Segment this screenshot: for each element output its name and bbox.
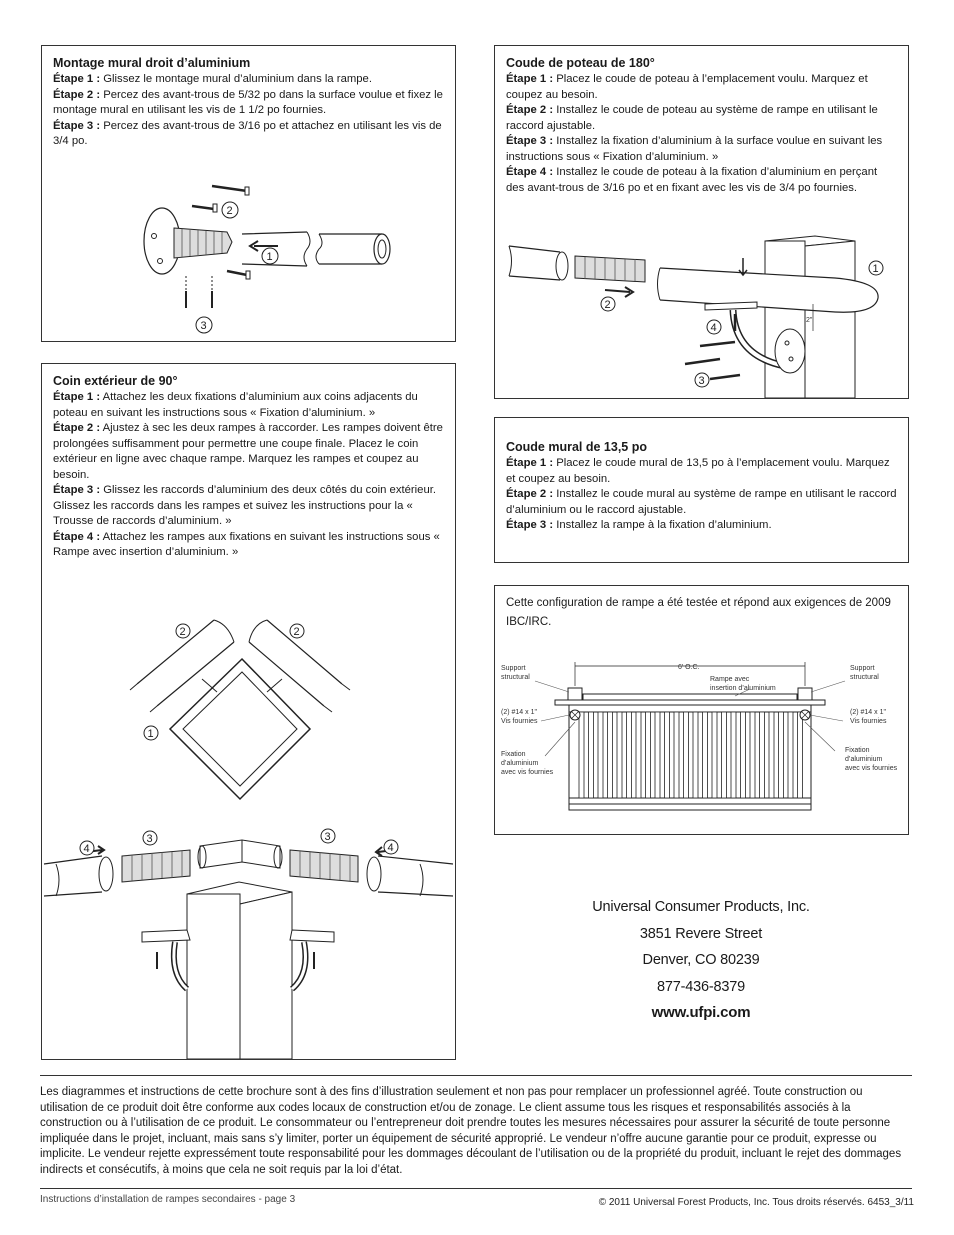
svg-text:Vis fournies: Vis fournies — [850, 718, 887, 725]
config-note: Cette configuration de rampe a été testée et répond aux exigences de 2009 IBC/IRC. — [506, 597, 891, 628]
outside-90-callout-3a: 3 — [146, 833, 153, 845]
post-180-diagram — [495, 46, 908, 398]
baluster — [703, 712, 708, 798]
baluster — [760, 712, 765, 798]
svg-text:d’aluminium: d’aluminium — [845, 756, 883, 763]
config-screws-right: (2) #14 x 1" — [850, 709, 886, 716]
company-phone: 877-436-8379 — [657, 978, 745, 995]
config-support-right: Support — [850, 665, 875, 672]
baluster — [579, 712, 584, 798]
footer-page-label: Instructions d’installation de rampes secondaires - page 3 — [40, 1194, 296, 1205]
wall-mount-callout-1: 1 — [266, 251, 273, 263]
config-spacing-label: 6’ O.C. — [678, 664, 700, 671]
outside-90-steps: Étape 1 : Attachez les deux fixations d’aluminium aux coins adjacents du poteau en suivant les instructions sous « Fixation d’aluminium. » Étape 2 : Ajustez à sec les deux rampes à raccorder. Les rampes doivent être prolongées suffisamment pour permettre une coupe finale. Placez le coin extérieur en ligne avec chaque rampe. Marquez les rampes et coupez au besoin. Étape 3 : Glissez les raccords d’aluminium des deux côtés du coin extérieur. Glissez les raccords dans les rampes et suivez les instructions pour la « Trousse de raccords d’aluminium. » Étape 4 : Attachez les rampes aux fixations en suivant les instructions sous « Rampe avec insertion d’aluminium. » — [53, 391, 443, 558]
company-city: Denver, CO 80239 — [642, 952, 760, 968]
outside-90-callout-2b: 2 — [293, 626, 300, 638]
post-180-dimension: 2" — [806, 317, 813, 324]
outside-90-callout-3b: 3 — [324, 831, 331, 843]
company-address — [494, 894, 908, 1027]
config-screws-left: (2) #14 x 1" — [501, 709, 537, 716]
post-180-callout-1: 1 — [872, 263, 879, 275]
outside-90-diagram — [42, 364, 455, 1059]
wall-mount-callout-2: 2 — [226, 205, 233, 217]
baluster — [750, 712, 755, 798]
wall-mount-title: Montage mural droit d’aluminium — [53, 56, 251, 70]
outside-90-callout-4a: 4 — [83, 843, 90, 855]
config-bracket-right: Fixation — [845, 747, 870, 754]
baluster — [674, 712, 679, 798]
baluster — [684, 712, 689, 798]
outside-90-callout-1: 1 — [147, 728, 154, 740]
company-street: 3851 Revere Street — [639, 925, 763, 942]
baluster — [665, 712, 670, 798]
baluster — [598, 712, 603, 798]
post-180-steps: Étape 1 : Placez le coude de poteau à l’emplacement voulu. Marquez et coupez au besoin. Étape 2 : Installez le coude de poteau au système de rampe en utilisant le raccord ajustable. Étape 3 : Installez la fixation d’aluminium à la surface voulue en suivant les instructions sous « Fixation d’aluminium. » Étape 4 : Installez le coude de poteau à la fixation d’aluminium en perçant des avant-trous de 3/16 po et en fixant avec les vis de 3/4 po fournies. — [506, 73, 883, 194]
svg-text:Vis fournies: Vis fournies — [501, 718, 538, 725]
wall-135-steps: Étape 1 : Placez le coude mural de 13,5 po à l’emplacement voulu. Marquez et coupez au besoin. Étape 2 : Installez le coude mural au système de rampe en utilisant le raccord d’aluminium ou le raccord ajustable. Étape 3 : Installez la rampe à la fixation d’aluminium. — [506, 457, 897, 531]
baluster — [589, 712, 594, 798]
outside-90-callout-2a: 2 — [179, 626, 186, 638]
svg-text:structural: structural — [501, 674, 530, 681]
outside-90-title: Coin extérieur de 90° — [53, 374, 178, 388]
company-name: Universal Consumer Products, Inc. — [592, 899, 810, 915]
config-bracket-left: Fixation — [501, 751, 526, 758]
baluster — [769, 712, 774, 798]
wall-135-section — [494, 417, 909, 563]
svg-text:avec vis fournies: avec vis fournies — [845, 765, 898, 772]
wall-mount-steps: Étape 1 : Glissez le montage mural d’aluminium dans la rampe. Étape 2 : Percez des avant-trous de 5/32 po dans la surface voulue et fixez le montage mural en utilisant les vis de 1 1/2 po fournies. Étape 3 : Percez des avant-trous de 3/16 po et attachez en utilisant les vis de 3/4 po. — [53, 73, 443, 147]
baluster — [779, 712, 784, 798]
baluster — [627, 712, 632, 798]
post-180-title: Coude de poteau de 180° — [506, 56, 655, 70]
baluster — [712, 712, 717, 798]
baluster — [722, 712, 727, 798]
baluster — [617, 712, 622, 798]
company-website-link[interactable]: www.ufpi.com — [651, 1004, 751, 1021]
wall-135-instructions — [506, 440, 898, 534]
baluster — [693, 712, 698, 798]
post-180-callout-2: 2 — [604, 299, 611, 311]
baluster — [636, 712, 641, 798]
wall-mount-diagram — [42, 46, 455, 341]
svg-text:d’aluminium: d’aluminium — [501, 760, 539, 767]
baluster — [731, 712, 736, 798]
disclaimer-text: Les diagrammes et instructions de cette brochure sont à des fins d’illustration seulement et non pas pour remplacer un professionnel agréé. Toute construction ou utilisation de ce produit doit être conforme aux codes locaux de construction et/ou de zonage. Le client assume tous les risques et responsabilités associés à la construction ou à l’utilisation de ce produit. Le consommateur ou l’entrepreneur doit prendre toutes les mesures nécessaires pour assurer la sécurité de toute personne impliquée dans le projet, incluant, mais sans s’y limiter, porter un équipement de sécurité approprié. Le vendeur n’offre aucune garantie pour ce produit, expresse ou implicite. Le vendeur rejette expressément toute responsabilité pour les dommages découlant de l’utilisation ou de la propriété du produit, incluant le rejet des dommages indirects et consécutifs, à moins que cela ne soit requis par la loi d’état. — [40, 1086, 902, 1176]
wall-mount-section — [41, 45, 456, 342]
wall-mount-callout-3: 3 — [200, 320, 207, 332]
baluster — [788, 712, 793, 798]
baluster — [741, 712, 746, 798]
config-support-left: Support — [501, 665, 526, 672]
baluster — [646, 712, 651, 798]
top-rule — [40, 1075, 912, 1076]
svg-text:insertion d’aluminium: insertion d’aluminium — [710, 685, 776, 692]
wall-135-title: Coude mural de 13,5 po — [506, 440, 648, 454]
post-180-callout-4: 4 — [710, 322, 717, 334]
svg-text:avec vis fournies: avec vis fournies — [501, 769, 554, 776]
outside-90-section — [41, 363, 456, 1060]
post-180-callout-3: 3 — [698, 375, 705, 387]
config-rail-label: Rampe avec — [710, 676, 750, 683]
svg-text:structural: structural — [850, 674, 879, 681]
config-section — [494, 585, 909, 835]
config-diagram — [495, 586, 908, 834]
baluster — [798, 712, 803, 798]
outside-90-callout-4b: 4 — [387, 842, 394, 854]
bottom-rule — [40, 1188, 912, 1189]
post-180-section — [494, 45, 909, 399]
baluster — [655, 712, 660, 798]
footer-copyright: © 2011 Universal Forest Products, Inc. Tous droits réservés. 6453_3/11 — [598, 1197, 914, 1208]
baluster — [608, 712, 613, 798]
